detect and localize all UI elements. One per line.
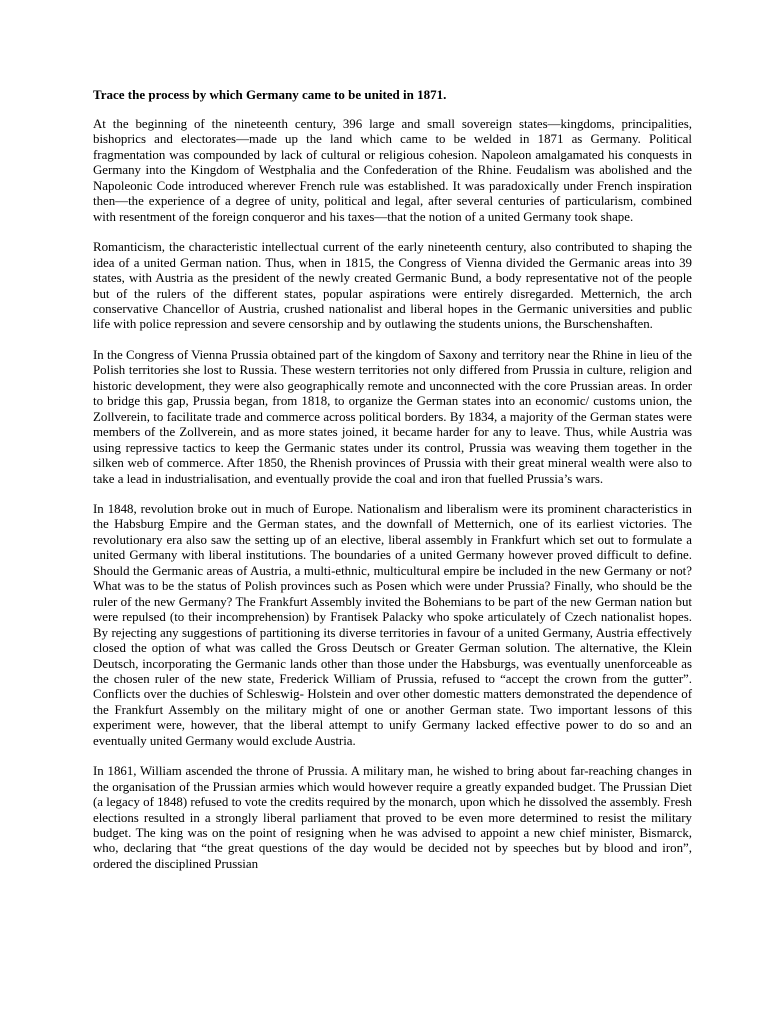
paragraph-1: At the beginning of the nineteenth century, 396 large and small sovereign states—kingdoms, principalities, bishoprics and electorates—made up the land which came to be welded in 1871 as Germany. Political fragmentation was compounded by lack of cultural or religious cohesion. Napoleon amalgamated his conquests in Germany into the Kingdom of Westphalia and the Confederation of the Rhine. Feudalism was abolished and the Napoleonic Code introduced wherever French rule was established. It was paradoxically under French inspiration then—the experience of a degree of unity, political and legal, after several centuries of particularism, combined with resentment of the foreign conqueror and his taxes—that the notion of a united Germany took shape. [93, 117, 692, 224]
paragraph-3: In the Congress of Vienna Prussia obtained part of the kingdom of Saxony and territory near the Rhine in lieu of the Polish territories she lost to Russia. These western territories not only differed from Prussia in culture, religion and historic development, they were also geographically remote and unconnected with the core Prussian areas. In order to bridge this gap, Prussia began, from 1818, to organize the German states into an economic/ customs union, the Zollverein, to facilitate trade and commerce across political borders. By 1834, a majority of the German states were members of the Zollverein, and as more states joined, it became harder for any to leave. Thus, while Austria was using repressive tactics to keep the Germanic states under its control, Prussia was weaving them together in the silken web of commerce. After 1850, the Rhenish provinces of Prussia with their great mineral wealth were also to take a lead in industrialisation, and eventually provide the coal and iron that fuelled Prussia’s wars. [93, 347, 692, 486]
document-page [93, 87, 692, 887]
document-title: Trace the process by which Germany came to be united in 1871. [93, 87, 447, 102]
paragraph-4: In 1848, revolution broke out in much of Europe. Nationalism and liberalism were its prominent characteristics in the Habsburg Empire and the German states, and the downfall of Metternich, one of its earliest victories. The revolutionary era also saw the setting up of an elective, liberal assembly in Frankfurt which set out to formulate a united Germany with liberal institutions. The boundaries of a united Germany however proved difficult to define. Should the Germanic areas of Austria, a multi-ethnic, multicultural empire be included in the new Germany or not? What was to be the status of Polish provinces such as Posen which were under Prussia? Finally, who should be the ruler of the new Germany? The Frankfurt Assembly invited the Bohemians to be part of the new German nation but were repulsed (to their incomprehension) by Frantisek Palacky who spoke articulately of Czech nationalist hopes. By rejecting any suggestions of partitioning its diverse territories in favour of a united Germany, Austria effectively closed the option of what was called the Gross Deutsch or Greater German solution. The alternative, the Klein Deutsch, incorporating the Germanic lands other than those under the Habsburgs, was eventually unenforceable as the chosen ruler of the new state, Frederick William of Prussia, refused to “accept the crown from the gutter”. Conflicts over the duchies of Schleswig- Holstein and over other domestic matters demonstrated the dependence of the Frankfurt Assembly on the military might of one or another German state. Two important lessons of this experiment were, however, that the liberal attempt to unify Germany lacked effective power to do so and an eventually united Germany would exclude Austria. [93, 501, 692, 748]
paragraph-2: Romanticism, the characteristic intellectual current of the early nineteenth century, also contributed to shaping the idea of a united German nation. Thus, when in 1815, the Congress of Vienna divided the Germanic areas into 39 states, with Austria as the president of the newly created Germanic Bund, a body representative not of the people but of the rulers of the different states, popular aspirations were entirely disregarded. Metternich, the arch conservative Chancellor of Austria, crushed nationalist and liberal hopes in the Germanic universities and public life with police repression and severe censorship and by outlawing the students unions, the Burschenshaften. [93, 240, 692, 332]
paragraph-5: In 1861, William ascended the throne of Prussia. A military man, he wished to bring about far-reaching changes in the organisation of the Prussian armies which would however require a greatly expanded budget. The Prussian Diet (a legacy of 1848) refused to vote the credits required by the monarch, upon which he dissolved the assembly. Fresh elections resulted in a strongly liberal parliament that proved to be even more determined to resist the military budget. The king was on the point of resigning when he was advised to appoint a new chief minister, Bismarck, who, declaring that “the great questions of the day would be decided not by speeches but by blood and iron”, ordered the disciplined Prussian [93, 764, 692, 871]
